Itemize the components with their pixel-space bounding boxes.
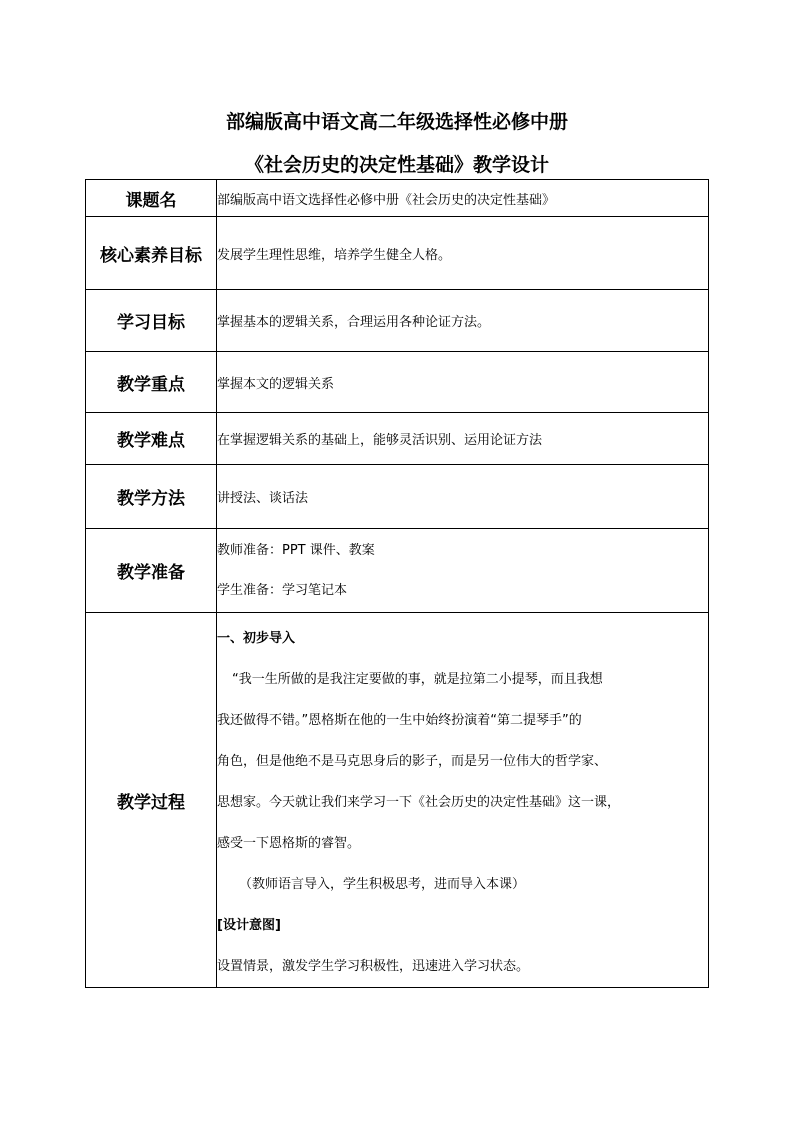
row-label-difficulty: 教学难点	[86, 413, 217, 465]
row-label-preparation: 教学准备	[86, 529, 217, 613]
row-value-course-name: 部编版高中语文选择性必修中册《社会历史的决定性基础》	[217, 180, 709, 217]
process-paragraph-line: 我还做得不错。”恩格斯在他的一生中始终扮演着“第二提琴手”的	[217, 713, 582, 728]
preparation-student: 学生准备：学习笔记本	[217, 582, 348, 598]
row-label-course-name: 课题名	[86, 180, 217, 217]
row-value-core-literacy: 发展学生理性思维，培养学生健全人格。	[217, 217, 709, 290]
row-label-method: 教学方法	[86, 465, 217, 529]
design-intent-heading: [设计意图]	[217, 918, 281, 933]
lesson-plan-table	[85, 179, 709, 988]
row-label-core-literacy: 核心素养目标	[86, 217, 217, 290]
row-value-difficulty: 在掌握逻辑关系的基础上，能够灵活识别、运用论证方法	[217, 413, 709, 465]
row-label-key-point: 教学重点	[86, 352, 217, 413]
table-row-preparation	[86, 529, 709, 613]
row-value-preparation	[217, 529, 709, 613]
table-row-course-name	[86, 180, 709, 217]
table-row-key-point	[86, 352, 709, 413]
process-note: （教师语言导入，学生积极思考，进而导入本课）	[239, 877, 526, 892]
row-label-process: 教学过程	[86, 613, 217, 988]
process-paragraph-line: “我一生所做的是我注定要做的事，就是拉第二小提琴，而且我想	[232, 672, 603, 687]
table-row-learning-goal	[86, 290, 709, 352]
process-paragraph-line: 角色，但是他绝不是马克思身后的影子，而是另一位伟大的哲学家、	[217, 754, 608, 769]
row-value-method: 讲授法、谈话法	[217, 465, 709, 529]
process-content	[217, 613, 708, 987]
row-value-process	[217, 613, 709, 988]
preparation-teacher: 教师准备：PPT 课件、教案	[217, 542, 375, 558]
table-row-process	[86, 613, 709, 988]
process-section-heading: 一、初步导入	[217, 631, 296, 646]
process-paragraph-line: 感受一下恩格斯的睿智。	[217, 836, 361, 851]
row-value-learning-goal: 掌握基本的逻辑关系，合理运用各种论证方法。	[217, 290, 709, 352]
table-row-difficulty	[86, 413, 709, 465]
design-intent-text: 设置情景，激发学生学习积极性，迅速进入学习状态。	[217, 959, 530, 974]
table-row-core-literacy	[86, 217, 709, 290]
title-line-2: 《社会历史的决定性基础》教学设计	[244, 154, 549, 176]
table-row-method	[86, 465, 709, 529]
row-label-learning-goal: 学习目标	[86, 290, 217, 352]
title-line-1: 部编版高中语文高二年级选择性必修中册	[225, 111, 568, 133]
document-title	[0, 104, 794, 183]
row-value-key-point: 掌握本文的逻辑关系	[217, 352, 709, 413]
process-paragraph-line: 思想家。今天就让我们来学习一下《社会历史的决定性基础》这一课，	[217, 795, 621, 810]
